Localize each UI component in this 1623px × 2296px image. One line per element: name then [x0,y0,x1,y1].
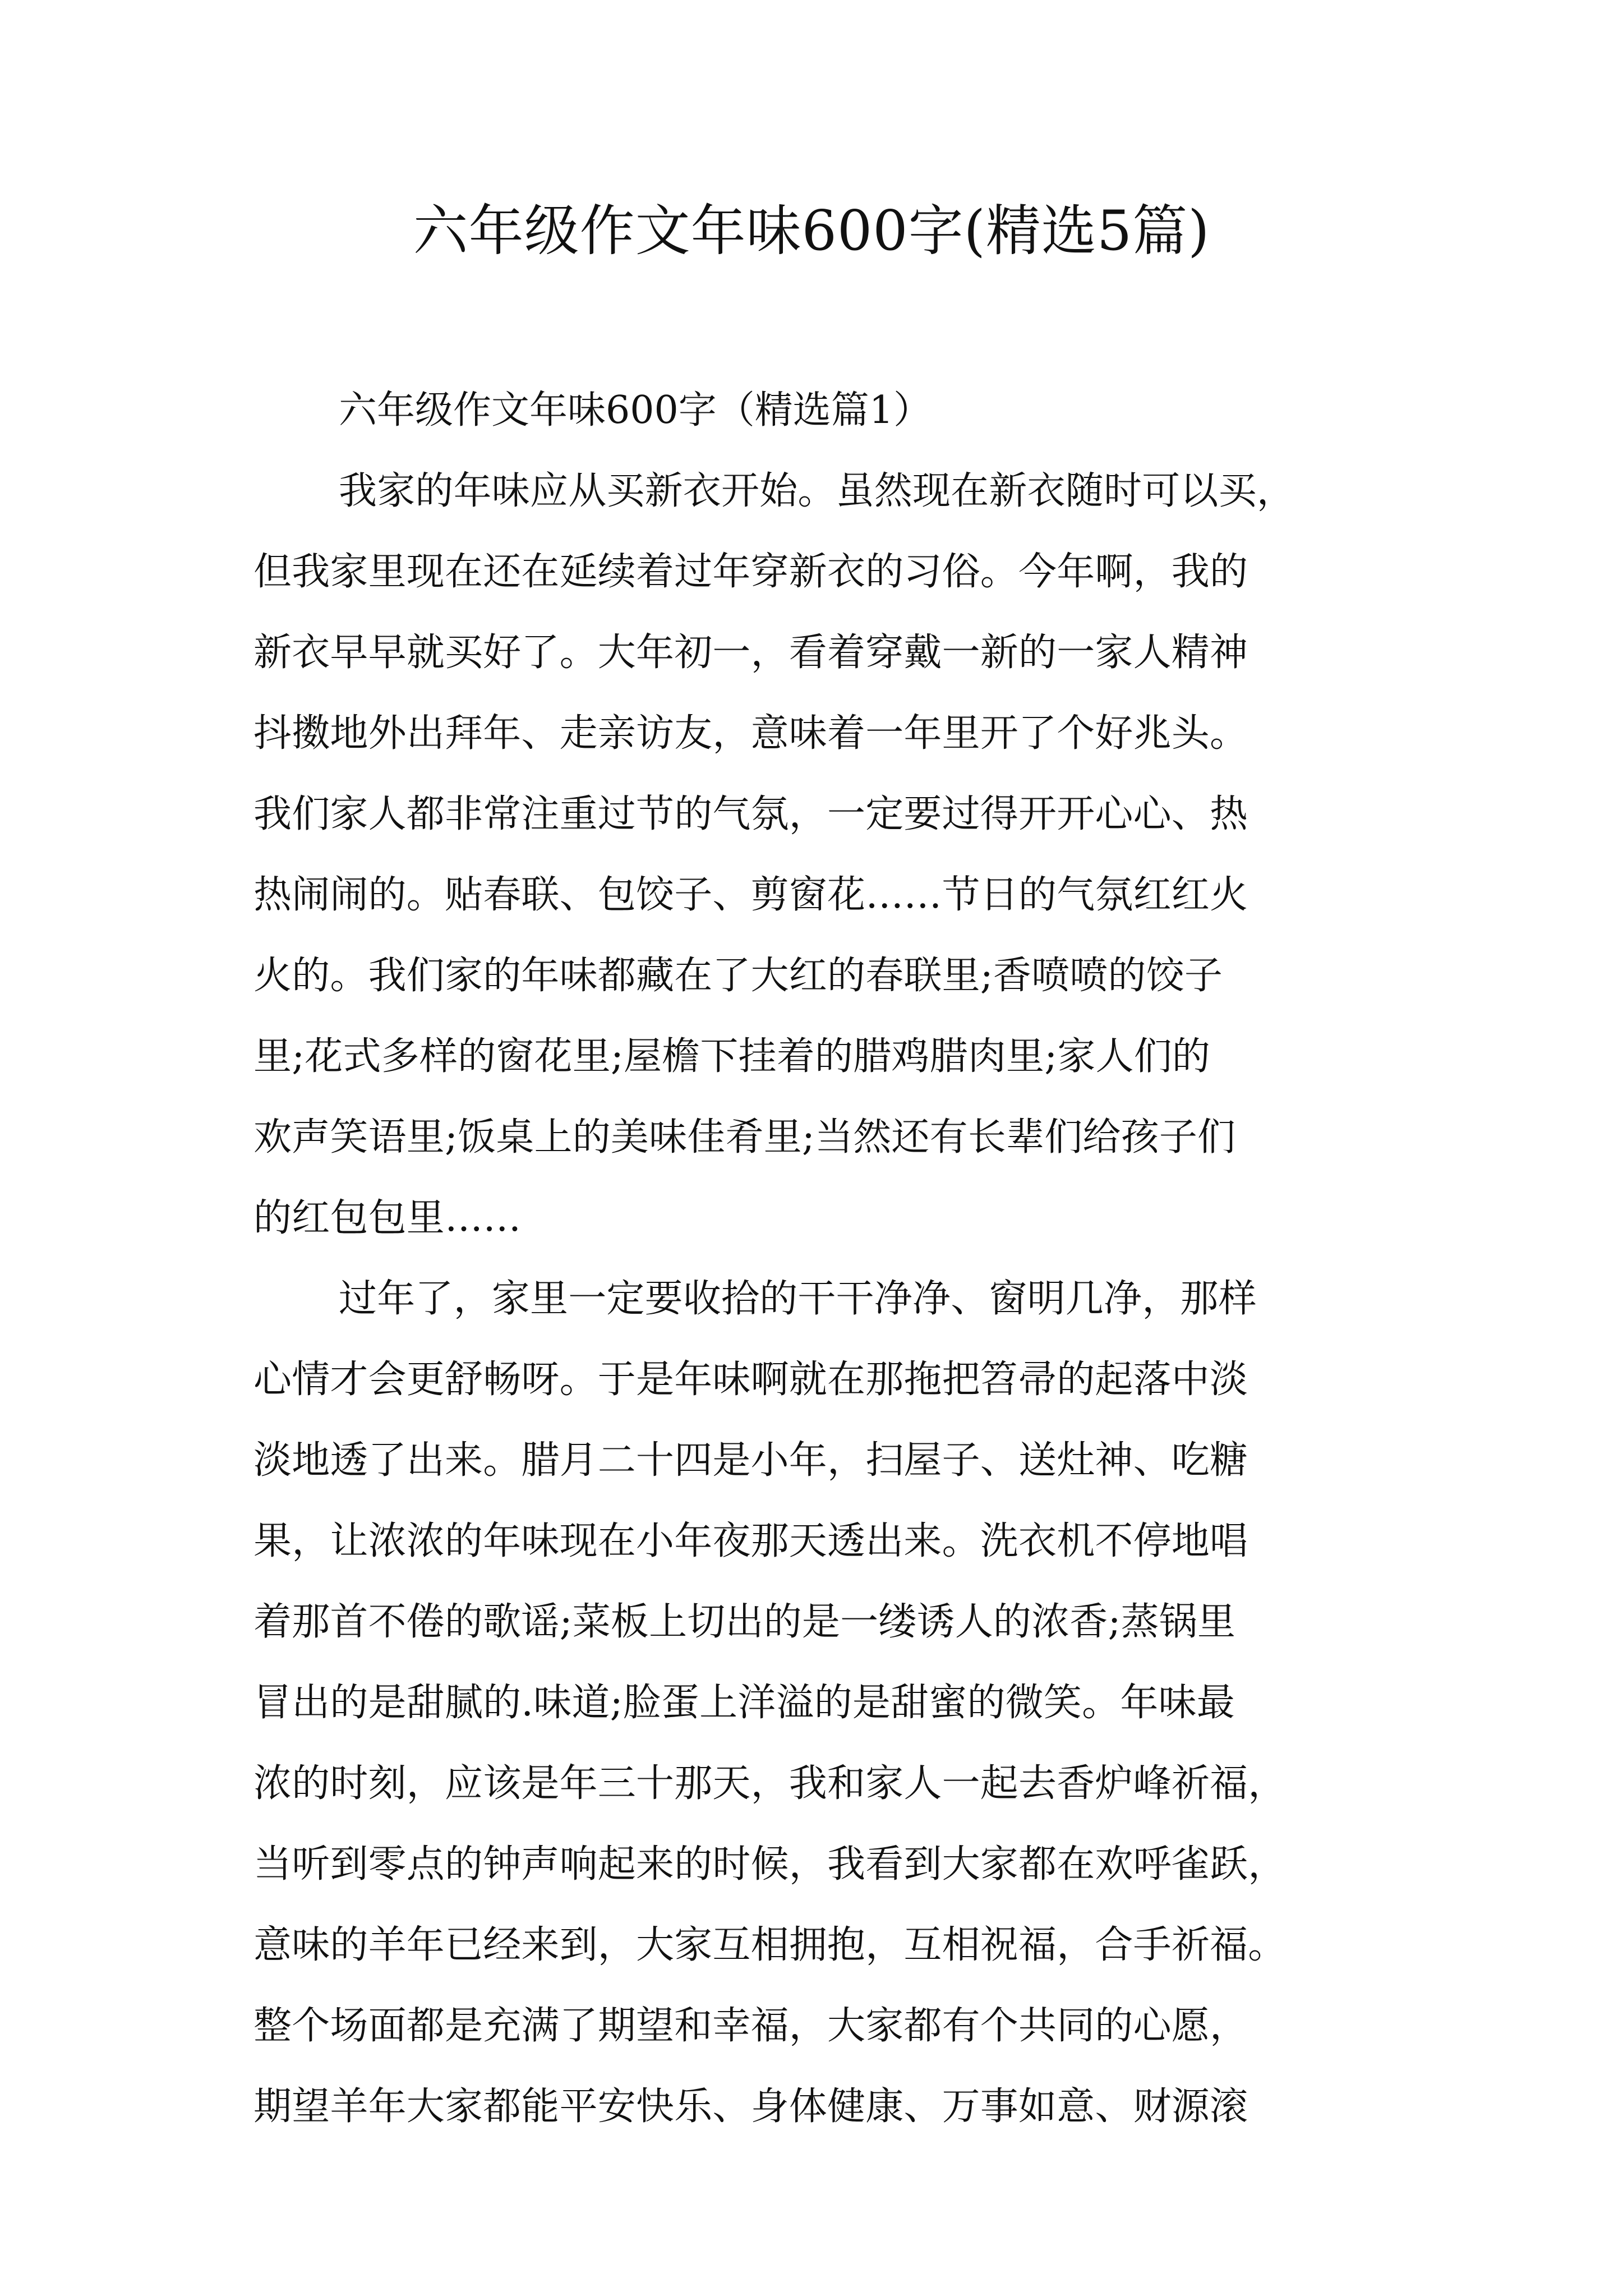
text-line: 着那首不倦的歌谣;菜板上切出的是一缕诱人的浓香;蒸锅里 [253,1600,1236,1644]
document-title: 六年级作文年味600字(精选5篇) [413,199,1210,263]
text-line: 但我家里现在还在延续着过年穿新衣的习俗。今年啊，我的 [253,550,1248,594]
text-line: 的红包包里…… [253,1196,522,1240]
text-line: 热闹闹的。贴春联、包饺子、剪窗花……节日的气氛红红火 [253,873,1248,917]
text-line: 期望羊年大家都能平安快乐、身体健康、万事如意、财源滚 [253,2085,1248,2129]
section-heading: 六年级作文年味600字（精选篇1） [339,388,932,432]
paragraph-2 [253,1259,1386,2147]
paragraph-1 [253,451,1386,1259]
text-line: 火的。我们家的年味都藏在了大红的春联里;香喷喷的饺子 [253,954,1223,998]
text-line: 意味的羊年已经来到，大家互相拥抱，互相祝福，合手祈福。 [253,1923,1287,1967]
text-line: 欢声笑语里;饭桌上的美味佳肴里;当然还有长辈们给孩子们 [253,1115,1236,1159]
text-line: 果，让浓浓的年味现在小年夜那天透出来。洗衣机不停地唱 [253,1519,1248,1563]
text-line: 浓的时刻，应该是年三十那天，我和家人一起去香炉峰祈福， [253,1761,1287,1806]
text-line: 我家的年味应从买新衣开始。虽然现在新衣随时可以买， [339,469,1295,513]
text-line: 我们家人都非常注重过节的气氛，一定要过得开开心心、热 [253,792,1248,836]
text-line: 淡地透了出来。腊月二十四是小年，扫屋子、送灶神、吃糖 [253,1438,1248,1483]
text-line: 整个场面都是充满了期望和幸福，大家都有个共同的心愿， [253,2004,1248,2048]
text-line: 心情才会更舒畅呀。于是年味啊就在那拖把笤帚的起落中淡 [253,1358,1248,1402]
text-line: 新衣早早就买好了。大年初一，看着穿戴一新的一家人精神 [253,631,1248,675]
text-line: 过年了，家里一定要收拾的干干净净、窗明几净，那样 [339,1277,1257,1321]
document-body [253,370,1386,2147]
text-line: 里;花式多样的窗花里;屋檐下挂着的腊鸡腊肉里;家人们的 [253,1034,1211,1079]
text-line: 当听到零点的钟声响起来的时候，我看到大家都在欢呼雀跃， [253,1842,1287,1887]
text-line: 冒出的是甜腻的.味道;脸蛋上洋溢的是甜蜜的微笑。年味最 [253,1681,1235,1725]
text-line: 抖擞地外出拜年、走亲访友，意味着一年里开了个好兆头。 [253,711,1248,756]
